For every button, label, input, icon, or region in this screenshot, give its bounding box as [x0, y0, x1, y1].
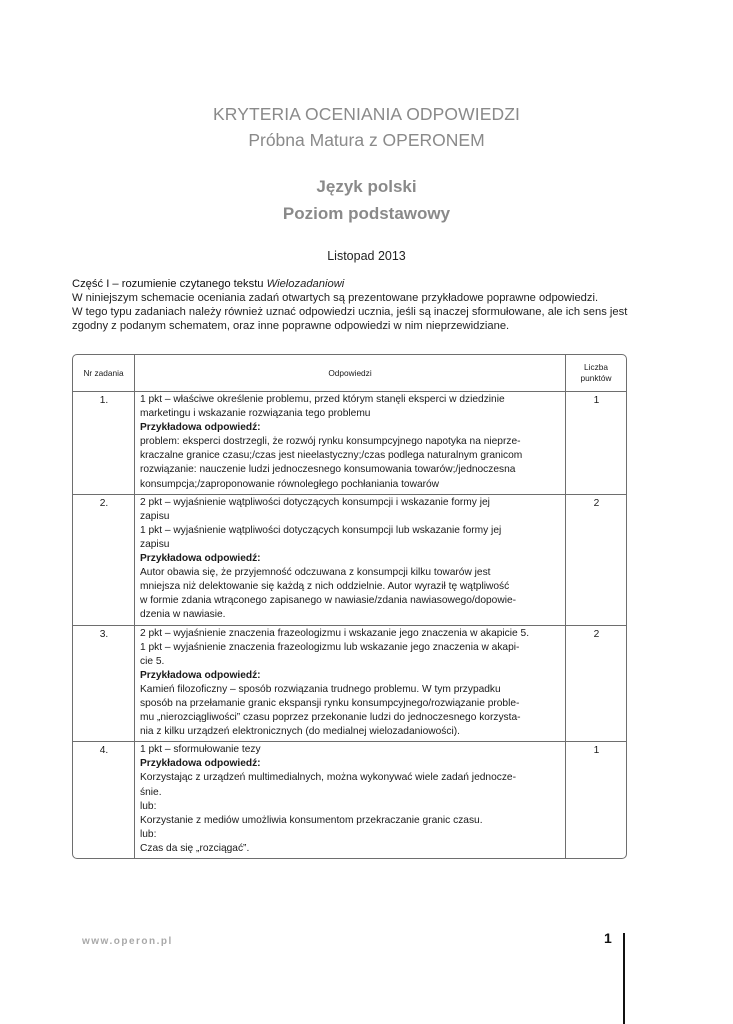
- page-edge-line: [623, 933, 625, 1024]
- task-number: 2.: [73, 495, 135, 625]
- answer-line: 2 pkt – wyjaśnienie znaczenia frazeologizmu i wskazanie jego znaczenia w akapicie 5.: [140, 627, 530, 639]
- answer-line: Kamień filozoficzny – sposób rozwiązania trudnego problemu. W tym przypadku: [140, 683, 501, 695]
- answer-line: lub:: [140, 828, 157, 840]
- document-title-line1: KRYTERIA OCENIANIA ODPOWIEDZI: [213, 104, 520, 124]
- answer-cell: [135, 392, 566, 494]
- answer-cell: [135, 495, 566, 625]
- intro-paragraph-2: W tego typu zadaniach należy również uznać odpowiedzi ucznia, jeśli są inaczej sformułowane, ale ich sens jest zgodny z podanym schematem, oraz inne poprawne odpowiedzi w nim nieprzewidziane.: [72, 306, 628, 332]
- answer-line: nia z kilku urządzeń elektronicznych (do medialnej wielozadaniowości).: [140, 726, 460, 738]
- task-number: 1.: [73, 392, 135, 494]
- sample-answer-label: Przykładowa odpowiedź:: [140, 669, 261, 681]
- answer-line: kraczalne granice czasu;/czas jest nieelastyczny;/czas podlega naturalnym granicom: [140, 450, 523, 462]
- answer-line: Korzystając z urządzeń multimedialnych, można wykonywać wiele zadań jednocze-: [140, 772, 516, 784]
- answer-line: śnie.: [140, 786, 162, 798]
- answer-line: mniejsza niż delektowanie się każdą z nich oddzielnie. Autor wyraził tę wątpliwość: [140, 581, 510, 593]
- answer-line: mu „nierozciągliwości” czasu poprzez przekonanie ludzi do jednoczesnego korzysta-: [140, 712, 521, 724]
- answer-line: konsumpcja;/zaproponowanie równoległego pochłaniania towarów: [140, 478, 440, 490]
- subject-title: Język polski: [316, 177, 417, 196]
- answer-line: Autor obawia się, że przyjemność odczuwana z konsumpcji kilku towarów jest: [140, 567, 491, 579]
- table-row: [73, 494, 626, 625]
- answer-line: problem: eksperci dostrzegli, że rozwój rynku konsumpcyjnego napotyka na nieprze-: [140, 436, 521, 448]
- answer-line: dzenia w nawiasie.: [140, 609, 226, 621]
- answer-cell: [135, 742, 566, 858]
- answer-line: sposób na przełamanie granic ekspansji rynku konsumpcyjnego/rozwiązanie proble-: [140, 697, 520, 709]
- page-number: 1: [604, 930, 612, 946]
- answer-line: 1 pkt – właściwe określenie problemu, przed którym stanęli eksperci w dziedzinie: [140, 394, 505, 405]
- sample-answer-label: Przykładowa odpowiedź:: [140, 758, 261, 770]
- intro-block: [72, 277, 632, 333]
- points-value: 2: [593, 628, 600, 640]
- section-label: Część I – rozumienie czytanego tekstu: [72, 278, 267, 290]
- answer-line: 1 pkt – wyjaśnienie znaczenia frazeologizmu lub wskazanie jego znaczenia w akapi-: [140, 641, 520, 653]
- answer-line: rozwiązanie: nauczenie ludzi jednoczesnego konsumowania towarów;/jednoczesna: [140, 464, 516, 476]
- exam-date: Listopad 2013: [327, 249, 406, 263]
- answer-line: cie 5.: [140, 655, 165, 667]
- table-body: [73, 391, 626, 858]
- table-row: [73, 741, 626, 858]
- task-number: 4.: [73, 742, 135, 858]
- table-header-row: [73, 355, 626, 391]
- answer-cell: [135, 626, 566, 742]
- answer-line: zapisu: [140, 538, 170, 550]
- points-value: 2: [593, 497, 600, 509]
- sample-answer-label: Przykładowa odpowiedź:: [140, 422, 261, 434]
- answer-line: lub:: [140, 800, 157, 812]
- answer-line: zapisu: [140, 510, 170, 522]
- table-row: [73, 625, 626, 742]
- answer-line: w formie zdania wtrąconego zapisanego w nawiasie/zdania nawiasowego/dopowie-: [140, 595, 517, 607]
- task-number: 3.: [73, 626, 135, 742]
- section-text-title: Wielozadaniowi: [266, 278, 345, 290]
- header-nr: Nr zadania: [73, 355, 135, 391]
- header-points: Liczba punktów: [580, 362, 612, 383]
- header-answers: Odpowiedzi: [135, 355, 566, 391]
- grading-table: [72, 354, 627, 859]
- points-value: 1: [593, 395, 600, 406]
- answer-line: 2 pkt – wyjaśnienie wątpliwości dotyczących konsumpcji i wskazanie formy jej: [140, 496, 490, 508]
- answer-line: 1 pkt – sformułowanie tezy: [140, 744, 261, 756]
- answer-line: Czas da się „rozciągać”.: [140, 842, 250, 854]
- answer-line: Korzystanie z mediów umożliwia konsumentom przekraczanie granic czasu.: [140, 814, 483, 826]
- answer-line: 1 pkt – wyjaśnienie wątpliwości dotyczących konsumpcji lub wskazanie formy jej: [140, 524, 502, 536]
- section-heading: [72, 277, 632, 291]
- table-row: [73, 391, 626, 494]
- document-title-line2: Próbna Matura z OPERONEM: [248, 130, 485, 150]
- points-value: 1: [593, 745, 600, 757]
- intro-paragraph-1: W niniejszym schemacie oceniania zadań otwartych są prezentowane przykładowe poprawne odpowiedzi.: [72, 292, 599, 304]
- footer-url: www.operon.pl: [82, 936, 173, 947]
- answer-line: marketingu i wskazanie rozwiązania tego problemu: [140, 408, 371, 420]
- sample-answer-label: Przykładowa odpowiedź:: [140, 553, 261, 565]
- level-title: Poziom podstawowy: [282, 204, 451, 223]
